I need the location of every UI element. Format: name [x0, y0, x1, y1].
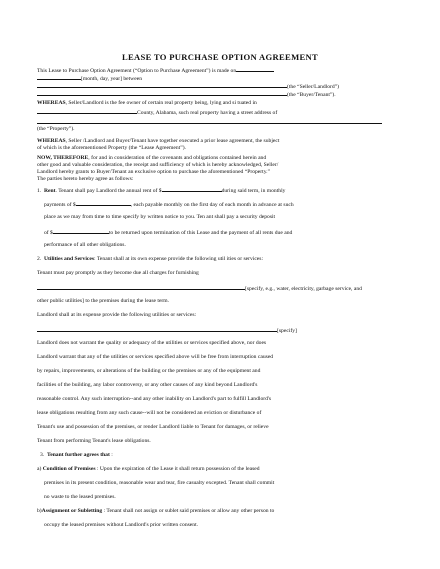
date-blank-2[interactable]	[37, 74, 81, 80]
intro-line-1: This Lease to Purchase Option Agreement (“Option to Purchase Agreement”) is made on	[37, 66, 274, 75]
address-blank[interactable]	[37, 118, 382, 124]
utilities-para-8: Tenant from performing Tenant's lease obligations.	[37, 438, 151, 444]
condition-line-2: premises in its present condition, reasonable wear and tear, fire casualty excepted. Tenant shall commit	[44, 480, 275, 486]
utilities-para-6: lease obligations resulting from any such cause--will not be considered an eviction or disturbance of	[37, 410, 262, 416]
now-therefore-line-2: other good and valuable consideration, the receipt and sufficiency of which is hereby acknowledged, Seller/	[37, 162, 279, 168]
intro-line-2: [month, day, year] between	[37, 74, 142, 83]
utilities-para-1: Landlord does not warrant the quality or adequacy of the utilities or services specified above, nor does	[37, 340, 267, 346]
whereas-1-line-1: WHEREAS, Seller/Landlord is the fee owner of certain real property being, lying and si tuated in	[37, 100, 257, 106]
intro-line-4: (the “Buyer/Tenant”).	[37, 90, 336, 99]
annual-rent-blank[interactable]	[162, 186, 222, 192]
rent-line-5: performance of all other obligations.	[44, 242, 126, 248]
utilities-line-1: 2. Utilities and Services: Tenant shall at its own expense provide the following util ities or services:	[37, 256, 264, 262]
whereas-2-line-2: of which is the aforementioned Property (the “Lease Agreement”).	[37, 145, 186, 151]
rent-line-4: of $ to be returned upon termination of this Lease and the payment of all rents due and	[44, 230, 293, 236]
utilities-line-3: [specify, e.g., water, electricity, garbage service, and	[37, 284, 362, 293]
rent-line-3: place as we may from time to time specify by written notice to you. Ten ant shall pay a security deposit	[44, 214, 276, 220]
landlord-utilities-blank[interactable]	[37, 326, 277, 332]
document-title: LEASE TO PURCHASE OPTION AGREEMENT	[121, 52, 319, 62]
date-blank[interactable]	[236, 66, 274, 72]
utilities-line-6: [specify]	[37, 326, 297, 335]
condition-line-1: a) Condition of Premises : Upon the expiration of the Lease it shall return possession of the leased	[37, 466, 260, 472]
county-blank[interactable]	[37, 108, 137, 114]
utilities-line-5: Landlord shall at its expense provide the following utilities or services:	[37, 312, 197, 318]
seller-name-blank[interactable]	[37, 82, 287, 88]
intro-line-3: (the “Seller/Landlord”)	[37, 82, 339, 91]
monthly-payment-blank[interactable]	[76, 200, 131, 206]
utilities-para-4: facilities of the building, any labor controversy, or any other causes of any kind beyond Landlord's	[37, 382, 258, 388]
now-therefore-line-4: The parties hereto hereby agree as follows:	[37, 176, 134, 182]
whereas-1-line-4: (the “Property”).	[37, 126, 75, 132]
now-therefore-line-1: NOW, THEREFORE, for and in consideration of the covenants and obligations contained herein and	[37, 155, 267, 161]
tenant-heading: 3. Tenant further agrees that :	[40, 452, 113, 458]
whereas-1-line-3	[37, 118, 382, 127]
rent-line-2: payments of $ , each payable monthly on the first day of each month in advance at such	[44, 202, 294, 208]
condition-line-3: no waste to the leased premises.	[44, 494, 116, 500]
now-therefore-line-3: Landlord hereby grants to Buyer/Tenant an exclusive option to purchase the aforementioned “Property.”	[37, 169, 271, 175]
buyer-name-blank[interactable]	[37, 90, 287, 96]
rent-line-1: 1. Rent. Tenant shall pay Landlord the annual rent of $ during said term, in monthly	[37, 188, 286, 194]
utilities-line-2: Tenant must pay promptly as they become due all charges for furnishing	[37, 270, 199, 276]
whereas-2-line-1: WHEREAS, Seller /Landlord and Buyer/Tenant have together executed a prior lease agreement, the subject	[37, 138, 280, 144]
utilities-para-7: Tenant's use and possession of the premises, or render Landlord liable to Tenant for damages, or relieve	[37, 424, 269, 430]
utilities-para-3: by repairs, improvements, or alterations of the building or the premises or any of the equipment and	[37, 368, 261, 374]
utilities-para-2: Landlord warrant that any of the utilities or services specified above will be free from interruption caused	[37, 354, 274, 360]
security-deposit-blank[interactable]	[53, 228, 109, 234]
utilities-line-4: other public utilities] to the premises during the lease term.	[37, 298, 170, 304]
whereas-1-line-2: County, Alabama, such real property having a street address of	[37, 108, 277, 117]
assignment-line-2: occupy the leased premises without Landlord's prior written consent.	[44, 522, 199, 528]
tenant-utilities-blank[interactable]	[37, 284, 245, 290]
assignment-line-1: b)Assignment or Subletting : Tenant shall not assign or sublet said premises or allow any other person to	[37, 508, 275, 514]
utilities-para-5: reasonable control. Any such interruption--and any other inability on Landlord's part to fulfill Landlord's	[37, 396, 272, 402]
